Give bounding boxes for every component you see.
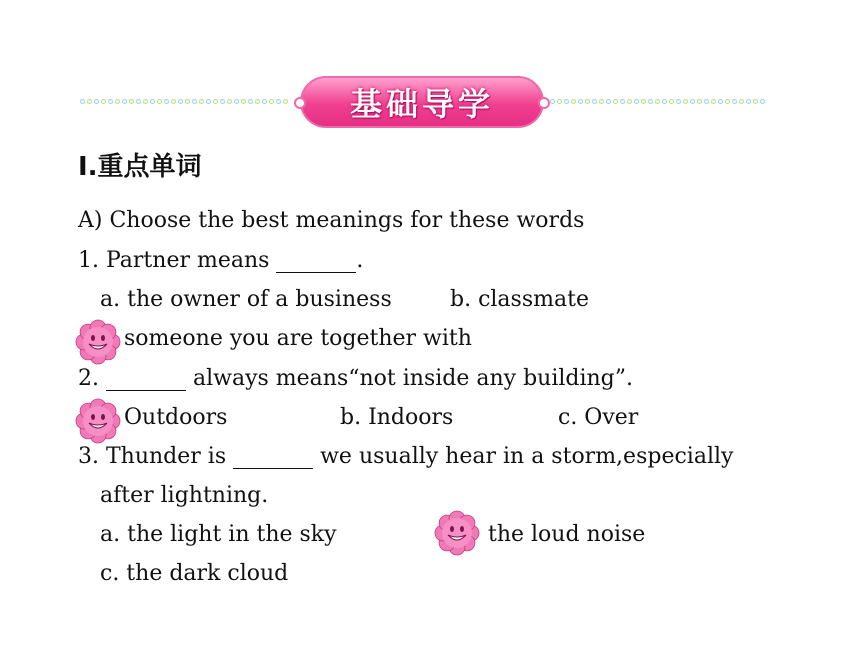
rule-dot: [571, 99, 576, 104]
answer-blank: [106, 368, 186, 391]
smiley-flower-icon: [74, 397, 122, 445]
question-2-stem-post: always means“not inside any building”.: [185, 366, 634, 391]
rule-dot: [683, 99, 688, 104]
rule-dot: [248, 99, 253, 104]
rule-dot: [283, 99, 288, 104]
rule-dot: [627, 99, 632, 104]
rule-dot: [199, 99, 204, 104]
question-2-option-c: c. Over: [558, 405, 639, 430]
rule-dot: [557, 99, 562, 104]
question-1: [78, 248, 363, 273]
banner-bead-left: [294, 97, 306, 109]
rule-dot: [213, 99, 218, 104]
rule-dot: [746, 99, 751, 104]
rule-dot: [150, 99, 155, 104]
banner-bead-right: [538, 97, 550, 109]
rule-dot: [655, 99, 660, 104]
question-3-stem-pre: 3. Thunder is: [78, 444, 234, 469]
rule-dot: [585, 99, 590, 104]
rule-dot: [101, 99, 106, 104]
rule-dot: [718, 99, 723, 104]
question-2-stem-pre: 2.: [78, 366, 106, 391]
rule-dot: [599, 99, 604, 104]
rule-dot: [87, 99, 92, 104]
rule-dot: [255, 99, 260, 104]
rule-dot: [227, 99, 232, 104]
rule-dot: [641, 99, 646, 104]
question-1-option-c: someone you are together with: [124, 326, 472, 351]
rule-dot: [704, 99, 709, 104]
banner-pill: [300, 76, 544, 128]
banner-title: 基础导学: [349, 85, 494, 123]
question-1-option-a: a. the owner of a business: [100, 287, 392, 312]
question-1-stem-post: .: [356, 248, 364, 273]
rule-dot: [241, 99, 246, 104]
question-2-option-b: b. Indoors: [340, 405, 454, 430]
rule-dot: [648, 99, 653, 104]
answer-blank: [276, 250, 356, 273]
rule-dot: [578, 99, 583, 104]
instruction-text: A) Choose the best meanings for these words: [78, 208, 585, 233]
rule-dot: [269, 99, 274, 104]
question-1-stem-pre: 1. Partner means: [78, 248, 277, 273]
question-3-stem-post: we usually hear in a storm,especially: [313, 444, 734, 469]
rule-dot: [697, 99, 702, 104]
dotted-rule-left: [80, 99, 292, 105]
rule-dot: [143, 99, 148, 104]
rule-dot: [620, 99, 625, 104]
question-3-option-c: c. the dark cloud: [100, 561, 289, 586]
rule-dot: [108, 99, 113, 104]
rule-dot: [220, 99, 225, 104]
section-banner: [0, 72, 860, 132]
rule-dot: [592, 99, 597, 104]
rule-dot: [732, 99, 737, 104]
rule-dot: [676, 99, 681, 104]
rule-dot: [164, 99, 169, 104]
rule-dot: [690, 99, 695, 104]
rule-dot: [192, 99, 197, 104]
rule-dot: [613, 99, 618, 104]
rule-dot: [634, 99, 639, 104]
question-2-option-a: Outdoors: [124, 405, 228, 430]
rule-dot: [136, 99, 141, 104]
rule-dot: [753, 99, 758, 104]
rule-dot: [171, 99, 176, 104]
rule-dot: [80, 99, 85, 104]
question-3: [78, 444, 733, 469]
rule-dot: [711, 99, 716, 104]
section-heading: Ⅰ.重点单词: [78, 152, 202, 182]
question-3-option-b: the loud noise: [488, 522, 646, 547]
rule-dot: [206, 99, 211, 104]
question-1-option-b: b. classmate: [450, 287, 589, 312]
rule-dot: [739, 99, 744, 104]
smiley-flower-icon: [74, 318, 122, 366]
rule-dot: [185, 99, 190, 104]
rule-dot: [129, 99, 134, 104]
rule-dot: [725, 99, 730, 104]
rule-dot: [115, 99, 120, 104]
answer-blank: [233, 446, 313, 469]
question-2: [78, 366, 633, 391]
rule-dot: [564, 99, 569, 104]
rule-dot: [262, 99, 267, 104]
rule-dot: [550, 99, 555, 104]
rule-dot: [760, 99, 765, 104]
rule-dot: [178, 99, 183, 104]
rule-dot: [276, 99, 281, 104]
rule-dot: [122, 99, 127, 104]
dotted-rule-right: [550, 99, 768, 105]
question-3-option-a: a. the light in the sky: [100, 522, 337, 547]
rule-dot: [606, 99, 611, 104]
rule-dot: [234, 99, 239, 104]
rule-dot: [157, 99, 162, 104]
question-3-stem-continued: after lightning.: [100, 483, 269, 508]
rule-dot: [94, 99, 99, 104]
rule-dot: [662, 99, 667, 104]
rule-dot: [669, 99, 674, 104]
smiley-flower-icon: [433, 509, 481, 557]
